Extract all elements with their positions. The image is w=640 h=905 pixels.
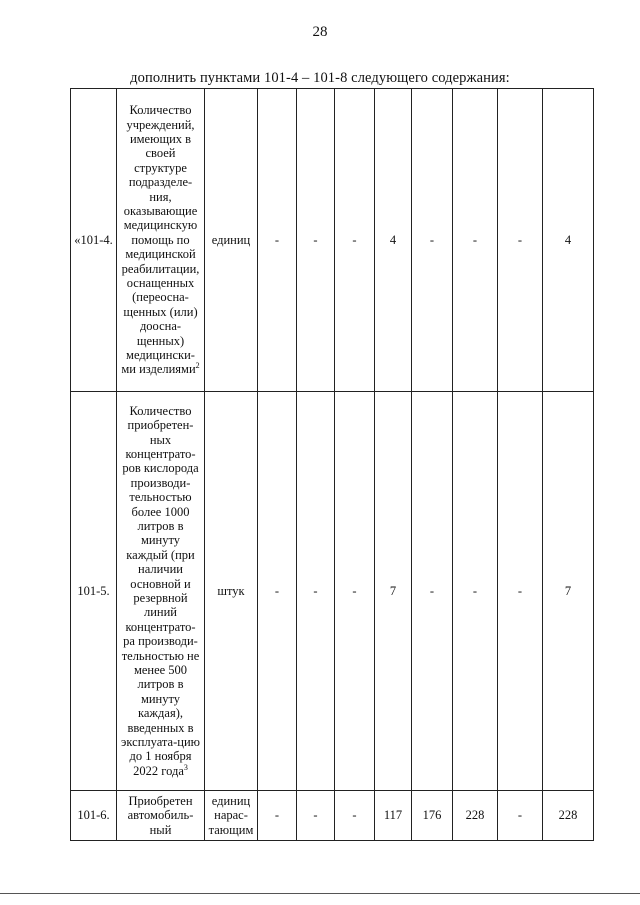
indicator-name-cell (117, 392, 205, 791)
value-cell: 117 (375, 791, 412, 841)
indicator-name-cell (117, 89, 205, 392)
unit-cell: единиц (205, 89, 258, 392)
unit-cell: единиц нарас-тающим (205, 791, 258, 841)
value-cell: 228 (453, 791, 498, 841)
value-cell: - (297, 791, 335, 841)
footnote-marker: 3 (183, 762, 188, 772)
row-number: «101-4. (71, 89, 117, 392)
table-row (71, 392, 594, 791)
value-cell: - (453, 89, 498, 392)
page-number: 28 (312, 24, 328, 40)
table-row (71, 791, 594, 841)
value-cell: - (498, 392, 543, 791)
row-number: 101-6. (71, 791, 117, 841)
unit-cell: штук (205, 392, 258, 791)
table-row (71, 89, 594, 392)
value-cell: 4 (543, 89, 594, 392)
value-cell: - (258, 89, 297, 392)
indicator-name: Количество учреждений, имеющих в своей структуре подразделе-ния, оказывающие медицинскую помощь по медицинской реабилитации, оснащенных (переосна-щенных (или) доосна-щенных) медицински-ми изделиями (121, 103, 200, 377)
value-cell: - (297, 89, 335, 392)
value-cell: - (258, 392, 297, 791)
indicator-name: Количество приобретен-ных концентрато-ров кислорода производи-тельностью более 1000 литров в минуту каждый (при наличии основной и резервной линий концентрато-ра производи-тельностью не менее 500 литров в минуту каждая), введенных в эксплуата-цию до 1 ноября 2022 года (121, 403, 200, 778)
value-cell: - (335, 791, 375, 841)
value-cell: - (412, 89, 453, 392)
value-cell: - (498, 89, 543, 392)
page-bottom-rule (0, 893, 640, 894)
value-cell: 7 (375, 392, 412, 791)
indicator-name: Приобретен автомобиль-ный (127, 793, 194, 837)
value-cell: - (335, 89, 375, 392)
value-cell: - (412, 392, 453, 791)
intro-text: дополнить пунктами 101-4 – 101-8 следующего содержания: (130, 70, 510, 86)
row-number: 101-5. (71, 392, 117, 791)
value-cell: 7 (543, 392, 594, 791)
value-cell: 4 (375, 89, 412, 392)
value-cell: - (335, 392, 375, 791)
value-cell: - (258, 791, 297, 841)
indicator-name-cell (117, 791, 205, 841)
value-cell: - (498, 791, 543, 841)
value-cell: 228 (543, 791, 594, 841)
value-cell: - (453, 392, 498, 791)
footnote-marker: 2 (195, 361, 200, 371)
value-cell: 176 (412, 791, 453, 841)
indicator-table (70, 88, 594, 841)
value-cell: - (297, 392, 335, 791)
